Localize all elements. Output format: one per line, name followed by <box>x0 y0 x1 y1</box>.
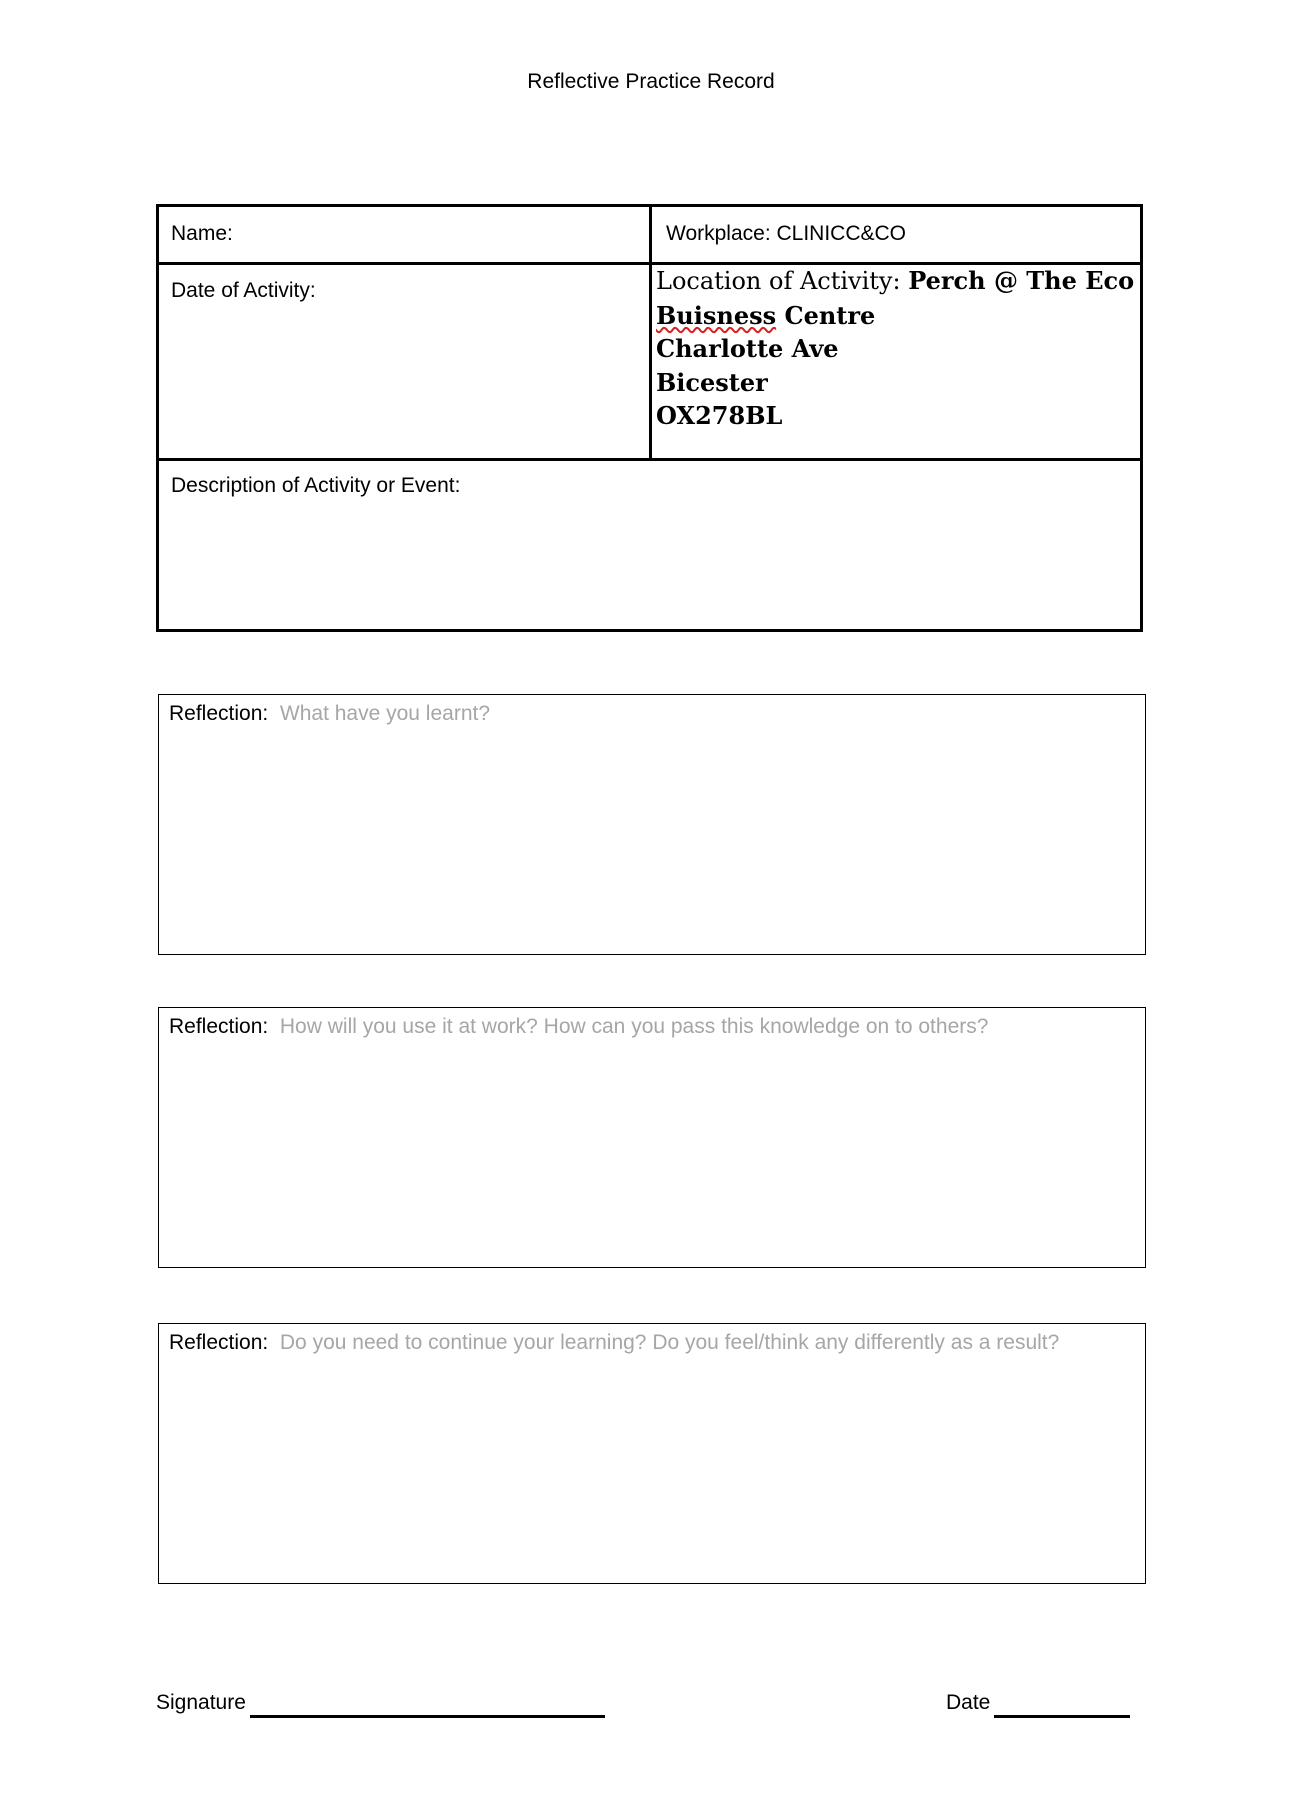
reflection-label: Reflection: <box>169 1331 269 1354</box>
location-line-3: Charlotte Ave <box>656 334 839 363</box>
name-field-label[interactable]: Name: <box>171 222 233 245</box>
date-of-activity-label[interactable]: Date of Activity: <box>171 279 316 302</box>
reflection-label: Reflection: <box>169 1015 269 1038</box>
signature-label: Signature <box>156 1691 246 1714</box>
date-line[interactable] <box>994 1715 1130 1718</box>
location-line-4: Bicester <box>656 367 768 397</box>
table-column-divider <box>649 207 652 461</box>
reflection-prompt: How will you use it at work? How can you pass this knowledge on to others? <box>279 1015 989 1038</box>
reflection-text-3 <box>169 1330 1059 1356</box>
reflection-box-1[interactable] <box>158 694 1146 955</box>
location-of-activity[interactable] <box>656 264 1136 433</box>
details-table <box>156 204 1143 632</box>
workplace-field-label[interactable]: Workplace: CLINICC&CO <box>666 222 907 245</box>
reflection-box-2[interactable] <box>158 1007 1146 1268</box>
page-title-text: Reflective Practice Record <box>527 70 775 93</box>
location-value-line-2: Centre <box>776 300 876 330</box>
date-label: Date <box>946 1691 991 1714</box>
location-line-1 <box>656 264 1136 299</box>
signature-line[interactable] <box>250 1715 605 1718</box>
location-line-5: OX278BL <box>656 401 783 430</box>
reflection-text-2 <box>169 1014 988 1040</box>
reflection-prompt: Do you need to continue your learning? Do you feel/think any differently as a result? <box>279 1331 1060 1354</box>
location-value-line-1: Perch @ The Eco <box>908 266 1135 295</box>
reflection-text-1 <box>169 701 490 727</box>
reflection-label: Reflection: <box>169 702 269 725</box>
reflection-box-3[interactable] <box>158 1323 1146 1584</box>
table-row-divider-2 <box>159 458 1140 461</box>
misspelled-word[interactable]: Buisness <box>656 300 777 330</box>
location-label: Location of Activity: <box>656 267 909 295</box>
reflection-prompt: What have you learnt? <box>279 702 491 725</box>
description-field-label[interactable]: Description of Activity or Event: <box>171 474 461 497</box>
page-title <box>0 70 1290 94</box>
location-line-2 <box>656 299 1136 333</box>
